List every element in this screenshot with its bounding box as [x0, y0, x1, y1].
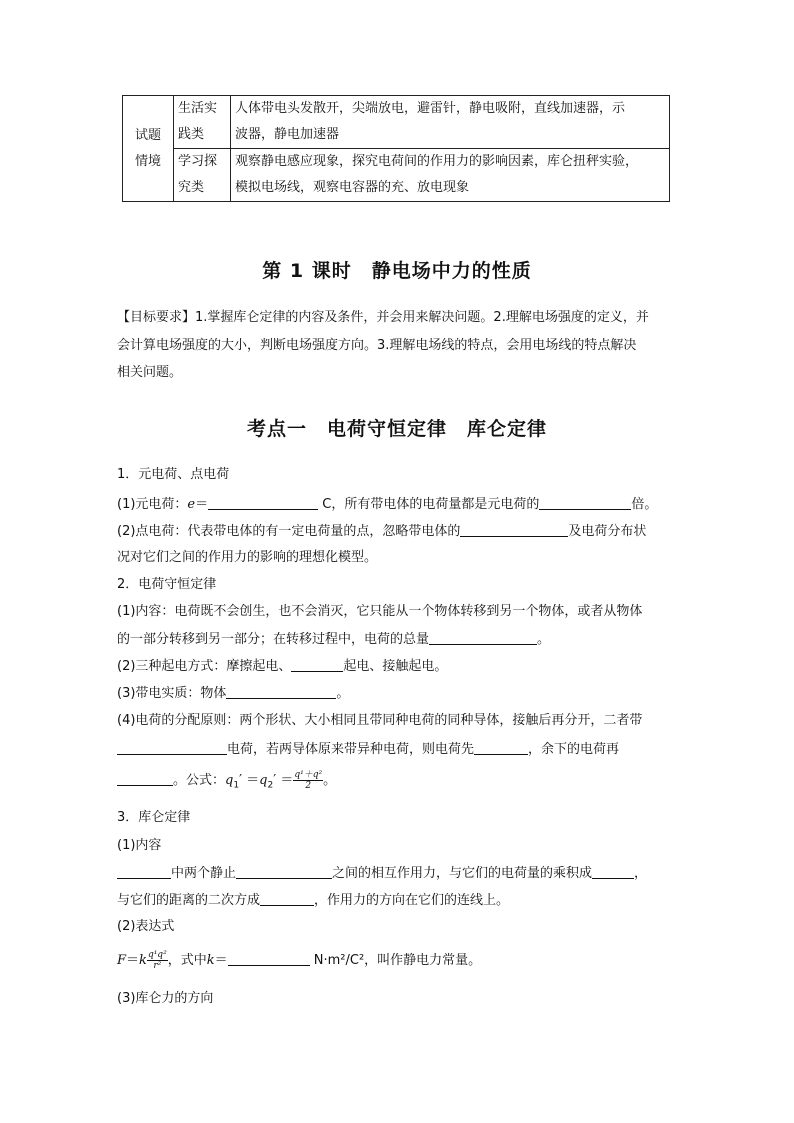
blank	[429, 630, 537, 645]
row-header-b: 情境	[134, 153, 161, 169]
content-line: 波器，静电加速器	[235, 127, 340, 142]
text: ，	[634, 866, 648, 881]
lesson-title: 第 1 课时 静电场中力的性质	[262, 260, 532, 282]
var-k: k	[206, 953, 215, 968]
category-label: 践类	[178, 127, 205, 142]
blank	[228, 951, 310, 966]
subscript: 2	[267, 780, 274, 791]
text: 。公式：	[173, 773, 226, 788]
text: 。	[537, 632, 551, 647]
heading-3: 3．库仑定律	[117, 810, 191, 825]
blank	[539, 495, 631, 510]
text: ，式中	[167, 953, 207, 968]
text: (2)点电荷：代表带电体的有一定电荷量的点，忽略带电体的	[117, 524, 461, 539]
s2-p3	[117, 684, 349, 703]
heading-1: 1．元电荷、点电荷	[117, 467, 230, 482]
s2-p4: (4)电荷的分配原则：两个形状、大小相同且带同种电荷的同种导体，接触后再分开，二者带	[117, 713, 643, 728]
blank	[592, 864, 634, 879]
blank	[291, 657, 343, 672]
blank	[117, 740, 227, 755]
s1-p1	[117, 495, 657, 514]
blank	[117, 864, 171, 879]
text: ′ ＝	[239, 773, 260, 788]
goals-line: 相关问题。	[117, 365, 183, 380]
blank	[117, 771, 173, 786]
var-e: e	[187, 497, 196, 512]
text: (1)元电荷：	[117, 497, 188, 512]
text: 。	[336, 686, 350, 701]
text: 与它们的距离的二次方成	[117, 893, 261, 908]
text: 之间的相互作用力，与它们的电荷量的乘积成	[332, 866, 593, 881]
blank	[208, 495, 318, 510]
text: ＝	[214, 953, 228, 968]
text: (2)三种起电方式：摩擦起电、	[117, 659, 292, 674]
goals-label: 【目标要求】	[117, 310, 196, 325]
s3-formula	[117, 950, 481, 971]
category-label: 生活实	[178, 101, 218, 116]
s3-p1-cont	[117, 891, 509, 910]
text: (3)带电实质：物体	[117, 686, 227, 701]
blank	[236, 864, 332, 879]
numerator: q¹＋q²	[294, 770, 323, 780]
s2-p1: (1)内容：电荷既不会创生，也不会消灭，它只能从一个物体转移到另一个物体，或者从物体	[117, 604, 643, 619]
text: 的一部分转移到另一部分；在转移过程中，电荷的总量	[117, 632, 430, 647]
text: 倍。	[631, 497, 658, 512]
text: ′ ＝	[273, 773, 294, 788]
text: 起电、接触起电。	[343, 659, 448, 674]
fraction	[293, 770, 323, 791]
numerator: q¹q²	[147, 950, 167, 960]
section-title: 考点一 电荷守恒定律 库仑定律	[246, 418, 547, 440]
subscript: 1	[233, 780, 240, 791]
category-cell	[174, 149, 231, 202]
text: 电荷，若两导体原来带异种电荷，则电荷先	[227, 742, 475, 757]
context-table	[122, 95, 670, 202]
text: 。	[323, 773, 337, 788]
text: 及电荷分布状	[568, 524, 647, 539]
goals-line	[117, 309, 649, 327]
goals-text: 1.掌握库仑定律的内容及条件，并会用来解决问题。2.理解电场强度的定义，并	[195, 310, 649, 325]
blank	[260, 891, 314, 906]
text: ，余下的电荷再	[528, 742, 620, 757]
goals-line: 会计算电场强度的大小，判断电场强度方向。3.理解电场线的特点，会用电场线的特点解决	[117, 338, 637, 353]
s1-p2-cont: 况对它们之间的作用力的影响的理想化模型。	[117, 550, 378, 565]
s3-p2: (2)表达式	[117, 919, 175, 934]
category-label: 学习探	[178, 154, 218, 169]
var-F: F	[117, 953, 127, 968]
s3-p3: (3)库仑力的方向	[117, 991, 214, 1006]
text: ，作用力的方向在它们的连线上。	[314, 893, 510, 908]
fraction	[147, 950, 168, 971]
s2-p4-cont	[117, 740, 619, 759]
content-line: 模拟电场线，观察电容器的充、放电现象	[235, 180, 470, 195]
var-q: q	[225, 773, 234, 788]
row-header-a: 试题	[134, 127, 161, 143]
text: ＝	[195, 497, 209, 512]
text: 中两个静止	[171, 866, 237, 881]
text: ＝	[126, 953, 140, 968]
s2-p2	[117, 657, 447, 676]
content-line: 观察静电感应现象，探究电荷间的作用力的影响因素，库仑扭秤实验，	[235, 154, 639, 169]
text: N·m²/C²，叫作静电力常量。	[313, 953, 482, 968]
category-label: 究类	[178, 180, 205, 195]
denominator: r²	[153, 961, 162, 971]
row-header-cell	[123, 96, 174, 202]
text: C，所有带电体的电荷量都是元电荷的	[318, 497, 540, 512]
category-cell	[174, 96, 231, 149]
s1-p2	[117, 522, 646, 541]
blank	[460, 522, 568, 537]
blank	[474, 740, 528, 755]
s2-p1-cont	[117, 630, 550, 649]
content-line: 人体带电头发散开，尖端放电，避雷针，静电吸附，直线加速器，示	[235, 101, 626, 116]
heading-2: 2．电荷守恒定律	[117, 577, 217, 592]
content-cell	[231, 96, 670, 149]
var-q: q	[259, 773, 268, 788]
s3-p1-text	[117, 864, 647, 883]
content-cell	[231, 149, 670, 202]
s3-p1: (1)内容	[117, 838, 162, 853]
denominator: 2	[305, 781, 312, 791]
s2-p4-formula	[117, 770, 336, 795]
var-k: k	[139, 953, 147, 968]
blank	[226, 684, 336, 699]
